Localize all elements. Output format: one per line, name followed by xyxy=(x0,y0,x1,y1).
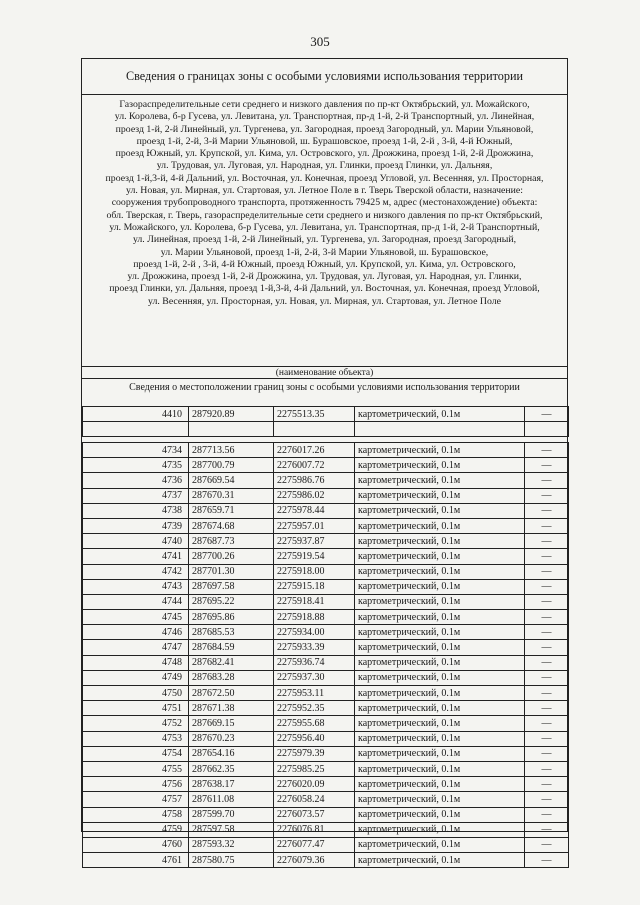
point-number: 4738 xyxy=(83,503,189,518)
extra: — xyxy=(525,549,569,564)
point-number: 4752 xyxy=(83,716,189,731)
extra: — xyxy=(525,458,569,473)
coord-y: 2275933.39 xyxy=(274,640,355,655)
coord-y: 2275918.41 xyxy=(274,594,355,609)
point-number: 4741 xyxy=(83,549,189,564)
description-line: проезд Южный, ул. Крупской, ул. Кима, ул. Островского, ул. Дрожжина, проезд 1-й, 2-й Дрожжина, xyxy=(115,148,534,160)
method: картометрический, 0.1м xyxy=(355,777,525,792)
coord-y: 2275918.88 xyxy=(274,610,355,625)
extra: — xyxy=(525,837,569,852)
table-row xyxy=(83,473,569,488)
point-number: 4740 xyxy=(83,534,189,549)
method: картометрический, 0.1м xyxy=(355,640,525,655)
coord-x: 287654.16 xyxy=(189,746,274,761)
description-line: ул. Весенняя, ул. Просторная, ул. Новая, ул. Мирная, ул. Стартовая, ул. Летное Поле xyxy=(148,295,501,307)
table-row xyxy=(83,792,569,807)
table-row xyxy=(83,777,569,792)
description-line: ул. Новая, ул. Мирная, ул. Стартовая, ул. Летное Поле в г. Тверь Тверской области, назначение: xyxy=(126,185,523,197)
coord-y: 2275979.39 xyxy=(274,746,355,761)
point-number: 4751 xyxy=(83,701,189,716)
coord-y: 2275937.87 xyxy=(274,534,355,549)
coord-y: 2275955.68 xyxy=(274,716,355,731)
point-number: 4744 xyxy=(83,594,189,609)
extra: — xyxy=(525,518,569,533)
coord-y: 2276017.26 xyxy=(274,443,355,458)
table-row xyxy=(83,822,569,837)
coord-x: 287580.75 xyxy=(189,853,274,868)
coord-x: 287685.53 xyxy=(189,625,274,640)
method: картометрический, 0.1м xyxy=(355,655,525,670)
extra: — xyxy=(525,746,569,761)
coord-y: 2275918.00 xyxy=(274,564,355,579)
method: картометрический, 0.1м xyxy=(355,594,525,609)
coord-x: 287682.41 xyxy=(189,655,274,670)
extra: — xyxy=(525,761,569,776)
coord-x: 287599.70 xyxy=(189,807,274,822)
method: картометрический, 0.1м xyxy=(355,731,525,746)
section-title: Сведения о местоположении границ зоны с особыми условиями использования территории xyxy=(82,378,567,406)
method: картометрический, 0.1м xyxy=(355,837,525,852)
point-number: 4748 xyxy=(83,655,189,670)
object-description xyxy=(82,95,567,366)
coord-x: 287695.86 xyxy=(189,610,274,625)
table-row xyxy=(83,640,569,655)
table-row xyxy=(83,443,569,458)
table-row xyxy=(83,534,569,549)
extra: — xyxy=(525,610,569,625)
method: картометрический, 0.1м xyxy=(355,534,525,549)
point-number: 4753 xyxy=(83,731,189,746)
coord-x: 287700.79 xyxy=(189,458,274,473)
extra: — xyxy=(525,625,569,640)
page-number: 305 xyxy=(310,34,330,49)
point-number: 4747 xyxy=(83,640,189,655)
table-row xyxy=(83,579,569,594)
coord-x: 287669.15 xyxy=(189,716,274,731)
table-row xyxy=(83,761,569,776)
method: картометрический, 0.1м xyxy=(355,488,525,503)
table-row xyxy=(83,549,569,564)
coord-y: 2276076.81 xyxy=(274,822,355,837)
description-line: ул. Трудовая, ул. Луговая, ул. Народная, ул. Глинки, проезд Глинки, ул. Дальняя, xyxy=(156,160,493,172)
table-row xyxy=(83,837,569,852)
extra: — xyxy=(525,731,569,746)
description-line: Газораспределительные сети среднего и низкого давления по пр-кт Октябрьский, ул. Можайского, xyxy=(119,99,530,110)
extra: — xyxy=(525,701,569,716)
method: картометрический, 0.1м xyxy=(355,625,525,640)
description-line: обл. Тверская, г. Тверь, газораспределительные сети среднего и низкого давления по пр-кт Октябрьский, xyxy=(106,209,543,221)
table-row xyxy=(83,716,569,731)
document-frame xyxy=(81,58,568,866)
coord-x: 287593.32 xyxy=(189,837,274,852)
extra: — xyxy=(525,853,569,868)
method: картометрический, 0.1м xyxy=(355,579,525,594)
method: картометрический, 0.1м xyxy=(355,761,525,776)
extra: — xyxy=(525,488,569,503)
point-number: 4756 xyxy=(83,777,189,792)
coord-x: 287611.08 xyxy=(189,792,274,807)
point-number: 4745 xyxy=(83,610,189,625)
coord-y: 2276007.72 xyxy=(274,458,355,473)
coord-y: 2275978.44 xyxy=(274,503,355,518)
method: картометрический, 0.1м xyxy=(355,503,525,518)
coord-x: 287662.35 xyxy=(189,761,274,776)
table-row-empty xyxy=(83,422,569,437)
point-number: 4757 xyxy=(83,792,189,807)
point-number: 4749 xyxy=(83,670,189,685)
method: картометрический, 0.1м xyxy=(355,686,525,701)
coord-x: 287638.17 xyxy=(189,777,274,792)
point-number: 4734 xyxy=(83,443,189,458)
table-row xyxy=(83,518,569,533)
point-number: 4410 xyxy=(83,407,189,422)
method: картометрический, 0.1м xyxy=(355,822,525,837)
point-number: 4735 xyxy=(83,458,189,473)
coord-x: 287684.59 xyxy=(189,640,274,655)
table-row xyxy=(83,625,569,640)
coord-y: 2275986.02 xyxy=(274,488,355,503)
description-line: проезд 1-й, 2-й Линейный, ул. Тургенева, ул. Загородная, проезд Загородный, ул. Марии Ульяновой, xyxy=(115,123,534,135)
extra: — xyxy=(525,686,569,701)
extra: — xyxy=(525,822,569,837)
coord-x: 287687.73 xyxy=(189,534,274,549)
point-number: 4739 xyxy=(83,518,189,533)
description-line: ул. Можайского, ул. Королева, б-р Гусева, ул. Левитана, ул. Транспортная, пр-д 1-й, 2-й Транспортный, xyxy=(109,221,540,233)
table-row xyxy=(83,853,569,868)
coord-y: 2275956.40 xyxy=(274,731,355,746)
method: картометрический, 0.1м xyxy=(355,518,525,533)
coord-x: 287920.89 xyxy=(189,407,274,422)
description-line: ул. Дрожжина, проезд 1-й, 2-й Дрожжина, ул. Трудовая, ул. Луговая, ул. Народная, ул. Глинки, xyxy=(127,271,522,283)
point-number: 4750 xyxy=(83,686,189,701)
table-row xyxy=(83,670,569,685)
coord-y: 2275957.01 xyxy=(274,518,355,533)
extra: — xyxy=(525,670,569,685)
method: картометрический, 0.1м xyxy=(355,746,525,761)
description-line: ул. Линейная, проезд 1-й, 2-й Линейный, ул. Тургенева, ул. Загородная, проезд Загородный, xyxy=(132,234,517,246)
extra: — xyxy=(525,655,569,670)
coord-x: 287701.30 xyxy=(189,564,274,579)
table-row xyxy=(83,594,569,609)
extra: — xyxy=(525,564,569,579)
coord-x: 287670.31 xyxy=(189,488,274,503)
table-row xyxy=(83,746,569,761)
coord-x: 287670.23 xyxy=(189,731,274,746)
coord-x: 287659.71 xyxy=(189,503,274,518)
coord-y: 2275513.35 xyxy=(274,407,355,422)
description-line: проезд 1-й, 2-й, 3-й Марии Ульяновой, ш. Бурашовское, проезд 1-й, 2-й , 3-й, 4-й Южный, xyxy=(136,135,513,147)
coord-y: 2275952.35 xyxy=(274,701,355,716)
point-number: 4759 xyxy=(83,822,189,837)
extra: — xyxy=(525,534,569,549)
coord-x: 287672.50 xyxy=(189,686,274,701)
coord-x: 287597.58 xyxy=(189,822,274,837)
extra: — xyxy=(525,777,569,792)
coord-y: 2276020.09 xyxy=(274,777,355,792)
method: картометрический, 0.1м xyxy=(355,443,525,458)
coord-y: 2275986.76 xyxy=(274,473,355,488)
method: картометрический, 0.1м xyxy=(355,807,525,822)
description-line: проезд 1-й, 2-й , 3-й, 4-й Южный, проезд Южный, ул. Крупской, ул. Кима, ул. Островского, xyxy=(133,258,516,270)
table-row xyxy=(83,503,569,518)
coord-y: 2276077.47 xyxy=(274,837,355,852)
point-number: 4737 xyxy=(83,488,189,503)
coord-y: 2276073.57 xyxy=(274,807,355,822)
description-line: проезд 1-й,3-й, 4-й Дальний, ул. Восточная, ул. Конечная, проезд Угловой, ул. Весенняя, ул. Просторная, xyxy=(105,172,544,184)
extra: — xyxy=(525,503,569,518)
point-number: 4761 xyxy=(83,853,189,868)
extra: — xyxy=(525,579,569,594)
method: картометрический, 0.1м xyxy=(355,792,525,807)
extra: — xyxy=(525,407,569,422)
first-coordinates-table xyxy=(82,406,569,437)
method: картометрический, 0.1м xyxy=(355,670,525,685)
table-row xyxy=(83,488,569,503)
method: картометрический, 0.1м xyxy=(355,564,525,579)
coord-x: 287669.54 xyxy=(189,473,274,488)
point-number: 4754 xyxy=(83,746,189,761)
extra: — xyxy=(525,443,569,458)
table-row xyxy=(83,655,569,670)
coord-y: 2275915.18 xyxy=(274,579,355,594)
table-row xyxy=(83,610,569,625)
description-line: ул. Марии Ульяновой, проезд 1-й, 2-й, 3-й Марии Ульяновой, ш. Бурашовское, xyxy=(160,246,489,258)
coord-y: 2276058.24 xyxy=(274,792,355,807)
method: картометрический, 0.1м xyxy=(355,458,525,473)
extra: — xyxy=(525,640,569,655)
method: картометрический, 0.1м xyxy=(355,701,525,716)
extra: — xyxy=(525,716,569,731)
extra: — xyxy=(525,473,569,488)
description-line: ул. Королева, б-р Гусева, ул. Левитана, ул. Транспортная, пр-д 1-й, 2-й Транспортный, ул. Линейная, xyxy=(114,111,535,123)
coord-x: 287697.58 xyxy=(189,579,274,594)
extra: — xyxy=(525,807,569,822)
point-number: 4736 xyxy=(83,473,189,488)
coord-y: 2275953.11 xyxy=(274,686,355,701)
table-row xyxy=(83,686,569,701)
method: картометрический, 0.1м xyxy=(355,610,525,625)
point-number: 4758 xyxy=(83,807,189,822)
document-title: Сведения о границах зоны с особыми условиями использования территории xyxy=(82,59,567,95)
coord-y: 2275937.30 xyxy=(274,670,355,685)
point-number: 4742 xyxy=(83,564,189,579)
coord-x: 287683.28 xyxy=(189,670,274,685)
method: картометрический, 0.1м xyxy=(355,716,525,731)
object-caption: (наименование объекта) xyxy=(82,366,567,378)
method: картометрический, 0.1м xyxy=(355,407,525,422)
extra: — xyxy=(525,792,569,807)
method: картометрический, 0.1м xyxy=(355,473,525,488)
coord-y: 2275934.00 xyxy=(274,625,355,640)
point-number: 4743 xyxy=(83,579,189,594)
point-number: 4746 xyxy=(83,625,189,640)
coord-x: 287674.68 xyxy=(189,518,274,533)
coord-y: 2275919.54 xyxy=(274,549,355,564)
table-row xyxy=(83,407,569,422)
coord-x: 287700.26 xyxy=(189,549,274,564)
point-number: 4760 xyxy=(83,837,189,852)
table-row xyxy=(83,731,569,746)
table-row xyxy=(83,564,569,579)
coord-x: 287695.22 xyxy=(189,594,274,609)
extra: — xyxy=(525,594,569,609)
description-line: сооружения трубопроводного транспорта, протяженность 79425 м, адрес (местонахождение) объекта: xyxy=(111,197,538,209)
coord-x: 287671.38 xyxy=(189,701,274,716)
coord-y: 2276079.36 xyxy=(274,853,355,868)
table-row xyxy=(83,807,569,822)
table-row xyxy=(83,701,569,716)
description-line: проезд Глинки, ул. Дальняя, проезд 1-й,3-й, 4-й Дальний, ул. Восточная, ул. Конечная, проезд Угловой, xyxy=(109,283,540,295)
coord-y: 2275936.74 xyxy=(274,655,355,670)
method: картометрический, 0.1м xyxy=(355,549,525,564)
coord-y: 2275985.25 xyxy=(274,761,355,776)
table-row xyxy=(83,458,569,473)
coordinates-table xyxy=(82,442,569,868)
point-number: 4755 xyxy=(83,761,189,776)
coord-x: 287713.56 xyxy=(189,443,274,458)
method: картометрический, 0.1м xyxy=(355,853,525,868)
